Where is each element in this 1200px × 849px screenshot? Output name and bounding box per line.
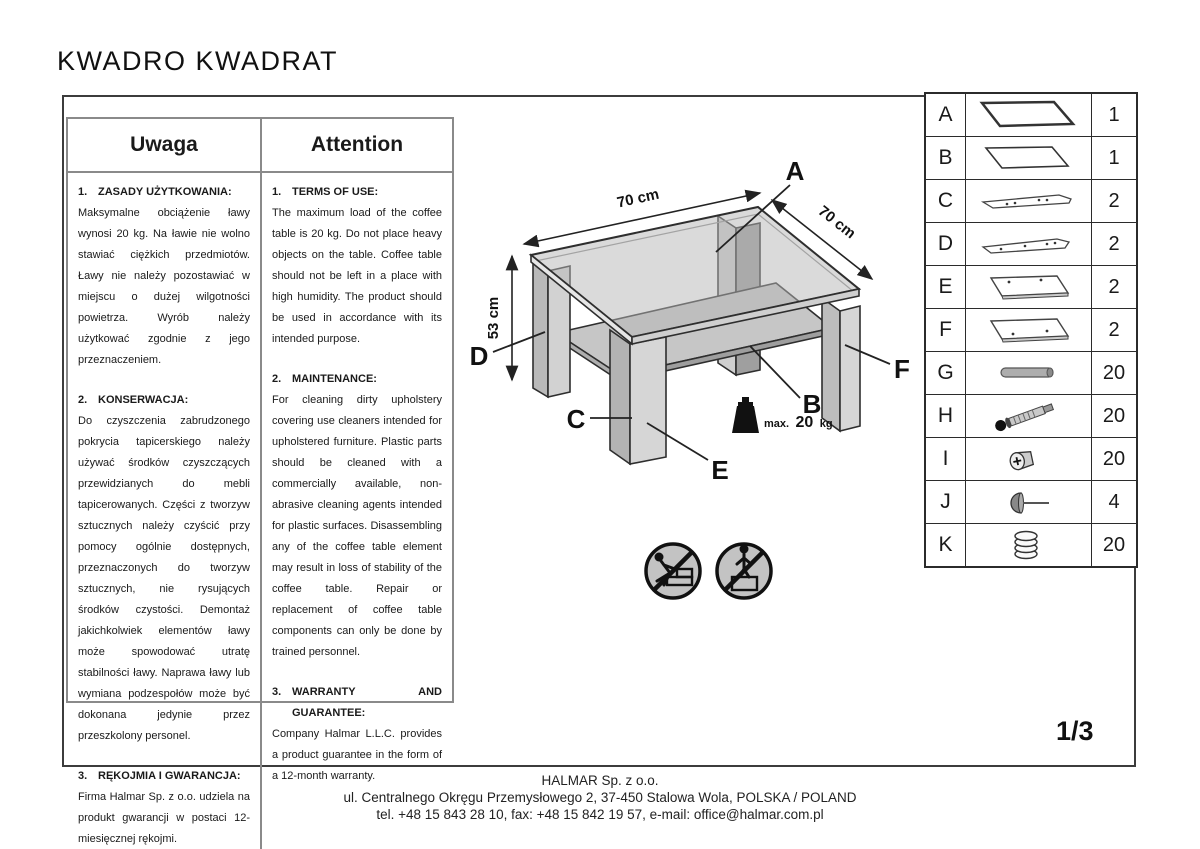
leg-panel-icon xyxy=(966,266,1092,308)
glide-pin-icon xyxy=(966,481,1092,523)
part-letter: H xyxy=(926,395,966,437)
parts-table-row xyxy=(926,179,1136,222)
part-letter: F xyxy=(926,309,966,351)
notice-body-pl xyxy=(68,173,260,849)
part-quantity: 20 xyxy=(1102,404,1126,427)
max-load-label: max. 20 kg xyxy=(764,414,833,431)
notice-section-body: Do czyszczenia zabrudzonego pokrycia tapicerskiego należy używać środków czyszczących przewidzianych do mebli tapicerowanych. Części z tworzyw sztucznych należy czyścić przy pomocy ogólnie dostępnych, przeznaczonych do tworzyw sztucznych, nie rysujących środków czystości. Demontaż jakichkolwiek elementów ławy może spowodować utratę stabilności ławy. Naprawa ławy lub wymiana podzespołów może być dokonana jedynie przez przeszkolony personel. xyxy=(78,415,250,742)
notice-box xyxy=(66,117,454,845)
spacer-rings-icon xyxy=(966,524,1092,566)
parts-table-row xyxy=(926,308,1136,351)
notice-section xyxy=(78,182,250,371)
notice-section xyxy=(272,182,442,350)
part-letter: K xyxy=(926,524,966,566)
part-quantity: 2 xyxy=(1108,318,1120,341)
part-quantity: 1 xyxy=(1108,146,1120,169)
part-quantity: 4 xyxy=(1108,490,1120,513)
parts-table-row xyxy=(926,351,1136,394)
notice-section xyxy=(78,390,250,747)
footer xyxy=(0,772,1200,823)
footer-address: ul. Centralnego Okręgu Przemysłowego 2, 37-450 Stalowa Wola, POLSKA / POLAND xyxy=(343,790,857,805)
notice-header-pl: Uwaga xyxy=(68,119,260,173)
part-quantity: 2 xyxy=(1108,275,1120,298)
front-left-leg xyxy=(610,330,666,464)
leader-b xyxy=(750,346,800,398)
notice-section-body: Firma Halmar Sp. z o.o. udziela na produkt gwarancji w postaci 12-miesięcznej rękojmi. xyxy=(78,791,250,845)
no-standing-on-table-icon xyxy=(717,544,771,598)
parts-table-row xyxy=(926,523,1136,566)
cam-bolt-icon xyxy=(966,395,1092,437)
parts-table-row xyxy=(926,265,1136,308)
notice-section-heading: 1. TERMS OF USE: xyxy=(272,186,379,198)
footer-contact: tel. +48 15 843 28 10, fax: +48 15 842 19 57, e-mail: office@halmar.com.pl xyxy=(376,807,824,822)
part-letter: C xyxy=(926,180,966,222)
no-climbing-icon xyxy=(646,544,700,598)
parts-table-row xyxy=(926,437,1136,480)
part-label-f: F xyxy=(894,354,910,384)
dimension-height-arrow xyxy=(485,256,512,380)
front-right-leg xyxy=(822,298,860,431)
part-quantity: 20 xyxy=(1102,447,1126,470)
part-label-c: C xyxy=(566,404,586,434)
wooden-dowel-icon xyxy=(966,352,1092,394)
part-label-e: E xyxy=(711,455,729,485)
parts-list-table xyxy=(924,92,1138,568)
part-quantity: 2 xyxy=(1108,232,1120,255)
notice-section-heading: 3. WARRANTY AND GUARANTEE: xyxy=(272,686,442,719)
notice-section-body: For cleaning dirty upholstery covering use cleaners intended for upholstered furniture. Plastic parts should be cleaned with a commercially available, non-abrasive cleaning agents intended for plastic surfaces. Disassembling any of the coffee table element may result in loss of stability of the coffee table. Repair or replacement of coffee table components can only be done by trained personnel. xyxy=(272,394,442,658)
part-quantity: 20 xyxy=(1102,361,1126,384)
notice-section-heading: 2. MAINTENANCE: xyxy=(272,373,377,385)
coffee-table-diagram xyxy=(460,140,920,620)
part-letter: E xyxy=(926,266,966,308)
part-quantity: 20 xyxy=(1102,533,1126,556)
part-label-a: A xyxy=(785,156,805,186)
notice-column-en xyxy=(260,119,452,849)
part-letter: I xyxy=(926,438,966,480)
notice-section-body: Company Halmar L.L.C. provides a product guarantee in the form of a 12-month warranty. xyxy=(272,728,442,782)
cam-lock-icon xyxy=(966,438,1092,480)
page-title: KWADRO KWADRAT xyxy=(57,46,338,76)
shelf-panel-icon xyxy=(966,137,1092,179)
parts-table-row xyxy=(926,136,1136,179)
part-quantity: 1 xyxy=(1108,103,1120,126)
parts-table-row xyxy=(926,94,1136,136)
notice-section-heading: 1. ZASADY UŻYTKOWANIA: xyxy=(78,186,232,198)
max-load-weight-icon xyxy=(732,397,759,433)
parts-table-row xyxy=(926,480,1136,523)
part-letter: B xyxy=(926,137,966,179)
parts-table-row xyxy=(926,222,1136,265)
dimension-width-label: 70 cm xyxy=(615,185,661,212)
parts-table-row xyxy=(926,394,1136,437)
part-letter: J xyxy=(926,481,966,523)
part-letter: A xyxy=(926,94,966,136)
notice-section-body: The maximum load of the coffee table is 20 kg. Do not place heavy objects on the table. Coffee table should not be left in a place with high humidity. The product should be used in accordance with its intended purpose. xyxy=(272,207,442,345)
notice-section-heading: 2. KONSERWACJA: xyxy=(78,394,189,406)
part-letter: D xyxy=(926,223,966,265)
part-label-b: B xyxy=(802,389,822,419)
leg-panel-2-icon xyxy=(966,309,1092,351)
footer-company-name: HALMAR Sp. z o.o. xyxy=(541,773,659,788)
part-letter: G xyxy=(926,352,966,394)
rail-strip-icon xyxy=(966,180,1092,222)
dimension-depth-label: 70 cm xyxy=(814,202,859,243)
part-quantity: 2 xyxy=(1108,189,1120,212)
part-label-d: D xyxy=(469,341,489,371)
top-panel-icon xyxy=(966,94,1092,136)
notice-section-body: Maksymalne obciążenie ławy wynosi 20 kg. Na ławie nie wolno stawiać ciężkich przedmiotów. Ławy nie należy pozostawiać w miejscu o dużej wilgotności powietrza. Wyrób należy użytkować zgodnie z jego przeznaczeniem. xyxy=(78,207,250,366)
notice-section xyxy=(272,369,442,663)
notice-header-en: Attention xyxy=(262,119,452,173)
page-number: 1/3 xyxy=(1056,716,1094,746)
notice-body-en xyxy=(262,173,452,791)
notice-column-pl xyxy=(68,119,260,849)
dimension-height-label: 53 cm xyxy=(485,296,502,340)
notice-section-heading: 3. RĘKOJMIA I GWARANCJA: xyxy=(78,770,241,782)
rail-strip-2-icon xyxy=(966,223,1092,265)
